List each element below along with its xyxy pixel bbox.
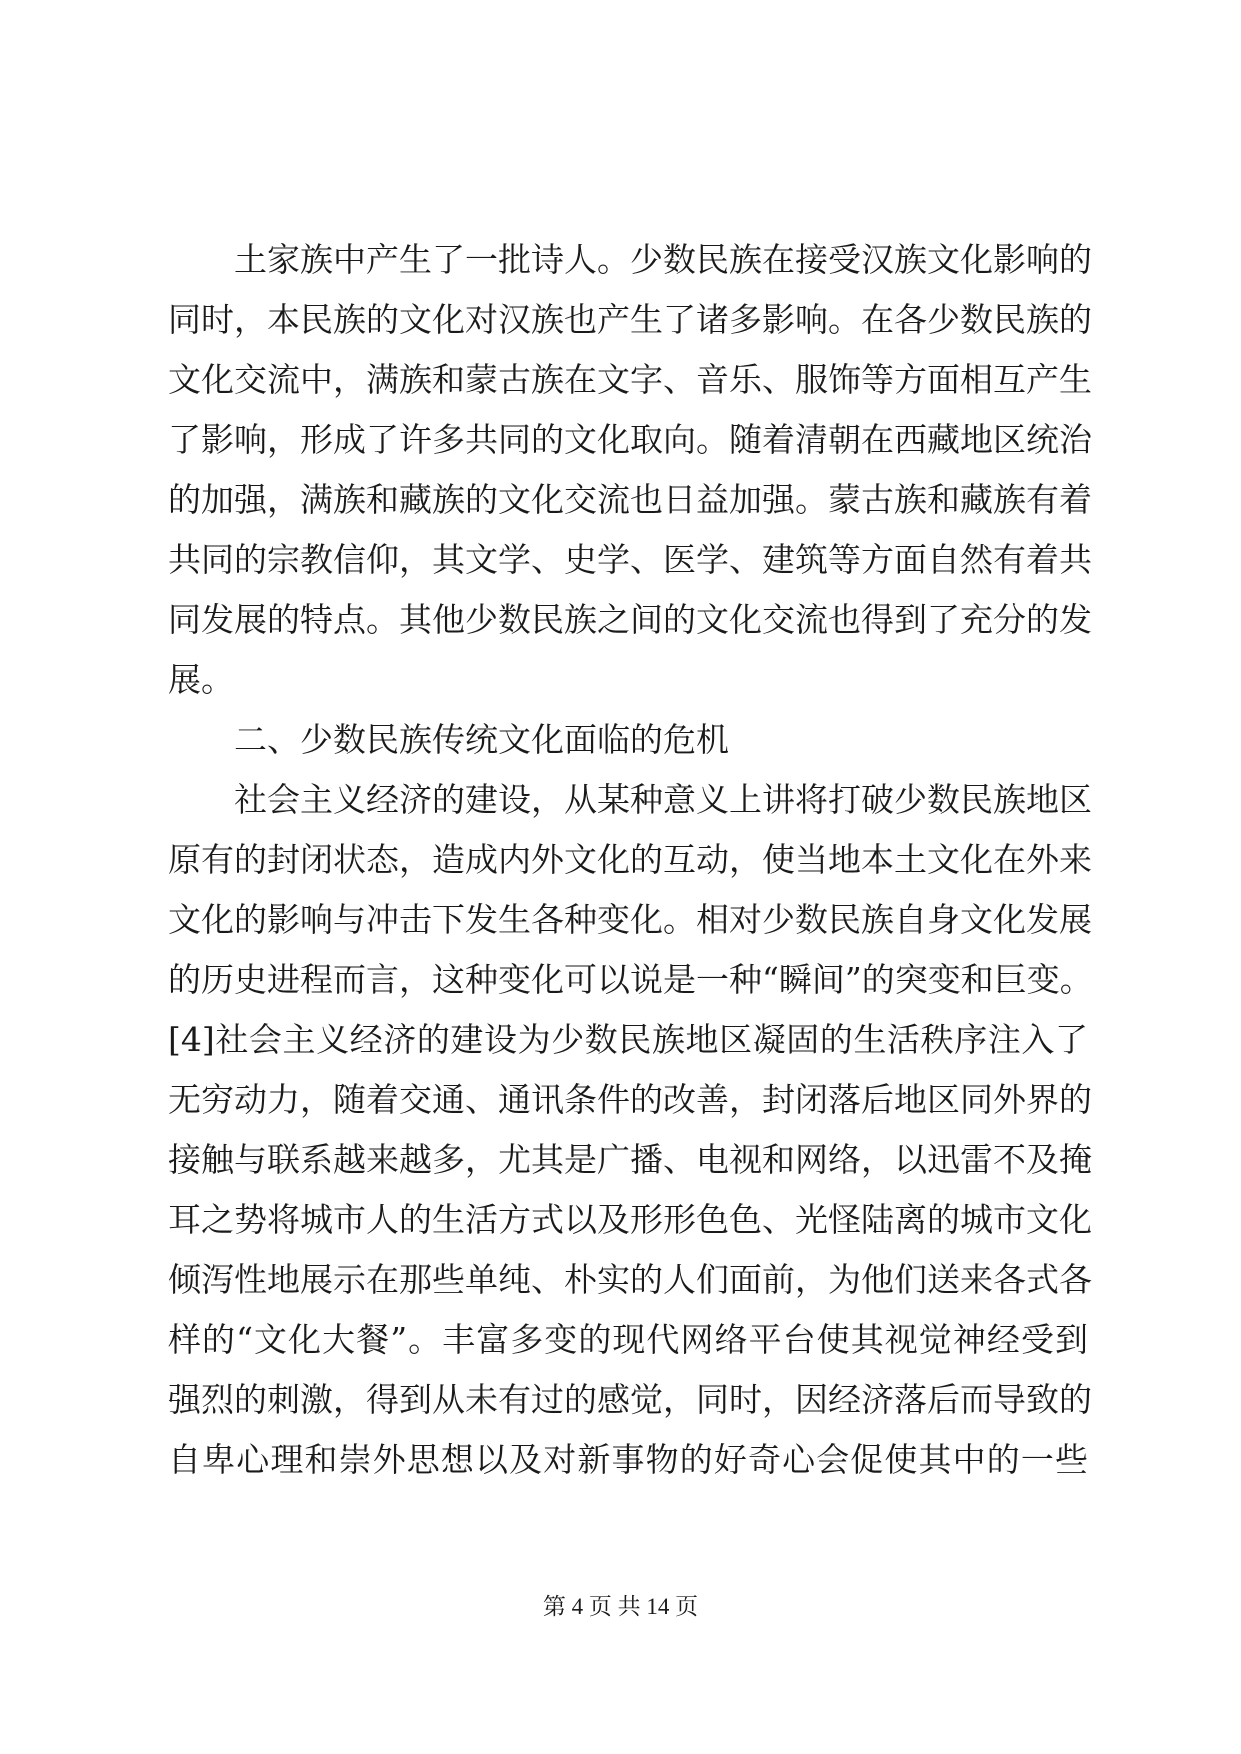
paragraph-line: 的加强，满族和藏族的文化交流也日益加强。蒙古族和藏族有着 <box>168 480 1092 519</box>
paragraph-line: [4]社会主义经济的建设为少数民族地区凝固的生活秩序注入了 <box>168 1020 1088 1059</box>
paragraph-line: 倾泻性地展示在那些单纯、朴实的人们面前，为他们送来各式各 <box>168 1260 1092 1299</box>
paragraph-line: 样的“文化大餐”。丰富多变的现代网络平台使其视觉神经受到 <box>168 1320 1088 1359</box>
page-footer: 第 4 页 共 14 页 <box>542 1594 699 1619</box>
paragraph-line: 自卑心理和崇外思想以及对新事物的好奇心会促使其中的一些 <box>168 1440 1088 1479</box>
paragraph-line: 展。 <box>168 660 234 699</box>
paragraph-line: 无穷动力，随着交通、通讯条件的改善，封闭落后地区同外界的 <box>168 1080 1092 1119</box>
paragraph-line: 社会主义经济的建设，从某种意义上讲将打破少数民族地区 <box>234 780 1092 819</box>
paragraph-line: 文化的影响与冲击下发生各种变化。相对少数民族自身文化发展 <box>168 900 1092 939</box>
paragraph-line: 同时，本民族的文化对汉族也产生了诸多影响。在各少数民族的 <box>168 300 1092 339</box>
paragraph-line: 接触与联系越来越多，尤其是广播、电视和网络，以迅雷不及掩 <box>168 1140 1092 1179</box>
paragraph-line: 的历史进程而言，这种变化可以说是一种“瞬间”的突变和巨变。 <box>168 960 1093 999</box>
section-heading: 二、少数民族传统文化面临的危机 <box>234 720 729 759</box>
paragraph-line: 了影响，形成了许多共同的文化取向。随着清朝在西藏地区统治 <box>168 420 1092 459</box>
paragraph-line: 同发展的特点。其他少数民族之间的文化交流也得到了充分的发 <box>168 600 1092 639</box>
paragraph-line: 强烈的刺激，得到从未有过的感觉，同时，因经济落后而导致的 <box>168 1380 1092 1419</box>
paragraph-line: 原有的封闭状态，造成内外文化的互动，使当地本土文化在外来 <box>168 840 1092 879</box>
paragraph-line: 土家族中产生了一批诗人。少数民族在接受汉族文化影响的 <box>234 240 1092 279</box>
paragraph-line: 共同的宗教信仰，其文学、史学、医学、建筑等方面自然有着共 <box>168 540 1092 579</box>
paragraph-line: 耳之势将城市人的生活方式以及形形色色、光怪陆离的城市文化 <box>168 1200 1092 1239</box>
paragraph-line: 文化交流中，满族和蒙古族在文字、音乐、服饰等方面相互产生 <box>168 360 1092 399</box>
